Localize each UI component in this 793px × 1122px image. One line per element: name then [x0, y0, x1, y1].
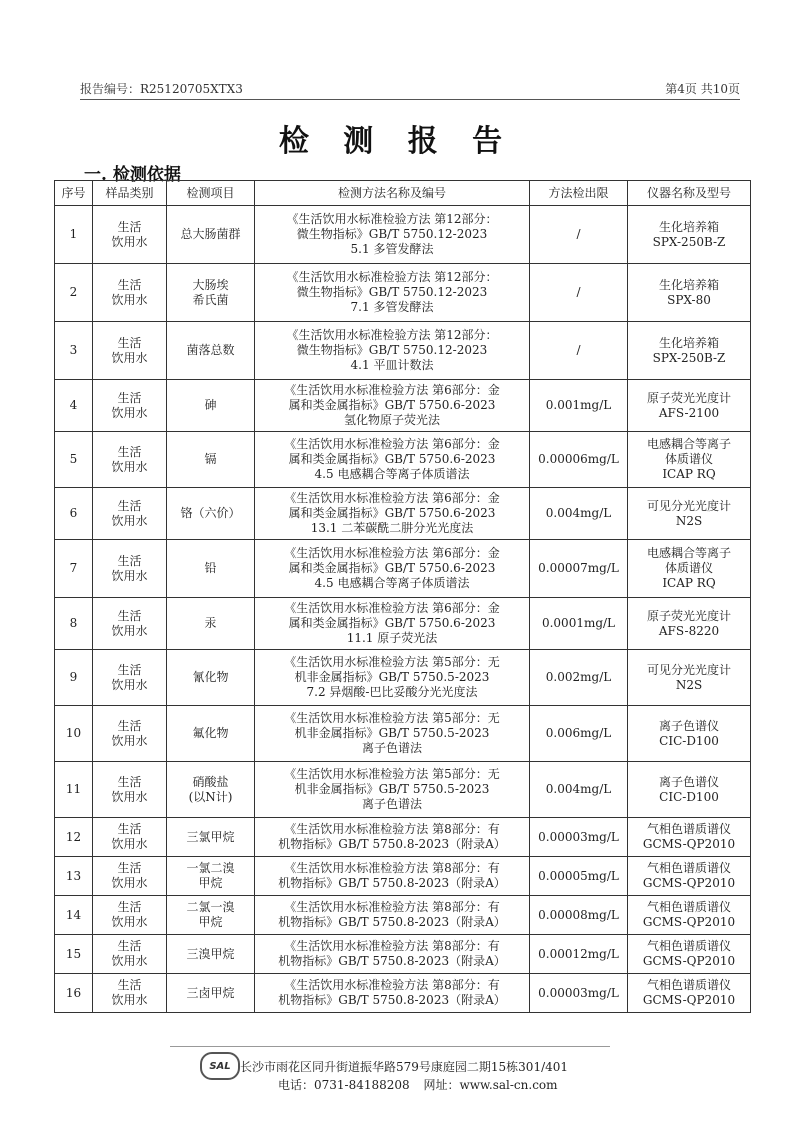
- cell-line: 饮用水: [111, 915, 148, 929]
- cell-line: 饮用水: [111, 954, 148, 968]
- cell-item: [167, 540, 255, 598]
- cell-instrument: [628, 896, 751, 935]
- cell-line: CIC-D100: [659, 789, 719, 804]
- cell-line: 属和类金属指标》GB/T 5750.6-2023: [288, 452, 496, 466]
- table-row: [55, 974, 751, 1013]
- cell-no: 8: [55, 598, 93, 650]
- cell-line: 气相色谱质谱仪: [646, 822, 731, 836]
- footer-divider: [170, 1046, 610, 1047]
- cell-line: 《生活饮用水标准检验方法 第6部分：金: [284, 383, 500, 397]
- cell-line: GCMS-QP2010: [642, 837, 736, 851]
- cell-item: [167, 264, 255, 322]
- document-title: 检 测 报 告: [278, 124, 515, 159]
- cell-line: 饮用水: [111, 513, 148, 528]
- cell-limit: 0.00003mg/L: [530, 974, 628, 1013]
- cell-category: [93, 818, 167, 857]
- cell-line: 7.2 异烟酸-巴比妥酸分光光度法: [306, 685, 478, 699]
- cell-line: 气相色谱质谱仪: [646, 978, 731, 992]
- cell-line: 生化培养箱: [658, 277, 719, 292]
- cell-line: 气相色谱质谱仪: [646, 900, 731, 914]
- table-row: [55, 762, 751, 818]
- cell-line: 生活: [117, 444, 142, 459]
- cell-no: 4: [55, 380, 93, 432]
- cell-limit: /: [530, 206, 628, 264]
- header-divider: [80, 99, 740, 100]
- cell-line: 三卤甲烷: [186, 985, 235, 1000]
- cell-line: 5.1 多管发酵法: [350, 242, 434, 256]
- cell-instrument: [628, 488, 751, 540]
- report-number: 报告编号：R25120705XTX3: [80, 82, 243, 96]
- cell-instrument: [628, 380, 751, 432]
- cell-line: 生活: [117, 608, 142, 623]
- cell-category: [93, 206, 167, 264]
- cell-line: N2S: [675, 513, 703, 528]
- cell-line: 总大肠菌群: [180, 227, 241, 241]
- cell-no: 1: [55, 206, 93, 264]
- cell-line: 微生物指标》GB/T 5750.12-2023: [296, 343, 488, 357]
- cell-line: 一氯二溴: [186, 861, 235, 875]
- cell-no: 12: [55, 818, 93, 857]
- cell-line: ICAP RQ: [662, 576, 716, 590]
- cell-line: 甲烷: [198, 915, 223, 929]
- cell-instrument: [628, 264, 751, 322]
- cell-item: [167, 935, 255, 974]
- cell-line: CIC-D100: [659, 733, 719, 748]
- cell-line: 机物指标》GB/T 5750.8-2023（附录A）: [278, 993, 506, 1007]
- cell-no: 16: [55, 974, 93, 1013]
- cell-instrument: [628, 974, 751, 1013]
- cell-method: [255, 857, 530, 896]
- cell-line: 《生活饮用水标准检验方法 第5部分：无: [284, 767, 500, 781]
- cell-no: 10: [55, 706, 93, 762]
- cell-method: [255, 488, 530, 540]
- cell-instrument: [628, 935, 751, 974]
- table-row: [55, 380, 751, 432]
- cell-limit: 0.002mg/L: [530, 650, 628, 706]
- cell-line: 机物指标》GB/T 5750.8-2023（附录A）: [278, 915, 506, 929]
- cell-line: 《生活饮用水标准检验方法 第8部分：有: [284, 822, 500, 836]
- sal-logo: SAL: [200, 1052, 240, 1080]
- cell-instrument: [628, 650, 751, 706]
- cell-line: 生化培养箱: [658, 335, 719, 350]
- cell-line: 微生物指标》GB/T 5750.12-2023: [296, 285, 488, 299]
- cell-line: 属和类金属指标》GB/T 5750.6-2023: [288, 561, 496, 575]
- cell-line: 生活: [117, 335, 142, 350]
- page-number: 第4页 共10页: [665, 82, 740, 96]
- cell-line: 生活: [117, 822, 142, 836]
- cell-line: 饮用水: [111, 677, 148, 692]
- cell-no: 7: [55, 540, 93, 598]
- cell-line: 《生活饮用水标准检验方法 第8部分：有: [284, 939, 500, 953]
- cell-line: 菌落总数: [186, 343, 235, 357]
- footer-address: 长沙市雨花区同升街道振华路579号康庭园二期15栋301/401: [240, 1060, 569, 1074]
- cell-line: GCMS-QP2010: [642, 876, 736, 890]
- cell-line: 饮用水: [111, 733, 148, 748]
- table-row: [55, 540, 751, 598]
- cell-line: ICAP RQ: [662, 467, 716, 481]
- cell-line: 氰化物: [192, 670, 229, 684]
- cell-line: 微生物指标》GB/T 5750.12-2023: [296, 227, 488, 241]
- cell-line: 离子色谱仪: [658, 718, 719, 733]
- cell-item: [167, 380, 255, 432]
- table-row: [55, 935, 751, 974]
- cell-line: 生活: [117, 939, 142, 953]
- cell-method: [255, 974, 530, 1013]
- cell-item: [167, 322, 255, 380]
- cell-line: 生活: [117, 900, 142, 914]
- cell-line: 饮用水: [111, 568, 148, 583]
- cell-method: [255, 762, 530, 818]
- cell-line: 可见分光光度计: [646, 662, 731, 677]
- cell-method: [255, 650, 530, 706]
- cell-method: [255, 818, 530, 857]
- cell-line: 体质谱仪: [664, 452, 713, 466]
- cell-limit: 0.00012mg/L: [530, 935, 628, 974]
- cell-item: [167, 706, 255, 762]
- cell-category: [93, 380, 167, 432]
- cell-limit: 0.004mg/L: [530, 488, 628, 540]
- cell-line: 4.1 平皿计数法: [350, 358, 434, 372]
- cell-line: 可见分光光度计: [646, 498, 731, 513]
- section-heading: 一. 检测依据: [84, 165, 181, 185]
- cell-limit: 0.0001mg/L: [530, 598, 628, 650]
- cell-no: 5: [55, 432, 93, 488]
- cell-item: [167, 762, 255, 818]
- cell-line: 7.1 多管发酵法: [350, 300, 434, 314]
- cell-instrument: [628, 322, 751, 380]
- cell-limit: 0.00005mg/L: [530, 857, 628, 896]
- cell-line: 属和类金属指标》GB/T 5750.6-2023: [288, 616, 496, 630]
- cell-line: 《生活饮用水标准检验方法 第12部分：: [286, 328, 498, 342]
- cell-line: 《生活饮用水标准检验方法 第5部分：无: [284, 711, 500, 725]
- footer-phone: 电话：0731-84188208: [278, 1078, 410, 1092]
- cell-line: 原子荧光光度计: [646, 390, 731, 405]
- cell-line: 《生活饮用水标准检验方法 第8部分：有: [284, 978, 500, 992]
- table-row: [55, 857, 751, 896]
- cell-line: GCMS-QP2010: [642, 954, 736, 968]
- testing-basis-table: [54, 180, 751, 1013]
- cell-method: [255, 432, 530, 488]
- cell-method: [255, 206, 530, 264]
- cell-category: [93, 650, 167, 706]
- cell-limit: 0.00008mg/L: [530, 896, 628, 935]
- cell-instrument: [628, 818, 751, 857]
- cell-line: 《生活饮用水标准检验方法 第5部分：无: [284, 655, 500, 669]
- cell-item: [167, 488, 255, 540]
- cell-line: 机非金属指标》GB/T 5750.5-2023: [294, 670, 490, 684]
- cell-line: 机物指标》GB/T 5750.8-2023（附录A）: [278, 954, 506, 968]
- table-row: [55, 706, 751, 762]
- cell-no: 3: [55, 322, 93, 380]
- cell-line: 生活: [117, 718, 142, 733]
- cell-limit: 0.00006mg/L: [530, 432, 628, 488]
- table-row: [55, 818, 751, 857]
- cell-line: 饮用水: [111, 350, 148, 365]
- cell-limit: 0.00007mg/L: [530, 540, 628, 598]
- cell-line: 三溴甲烷: [186, 946, 235, 961]
- cell-line: 机物指标》GB/T 5750.8-2023（附录A）: [278, 876, 506, 890]
- cell-limit: 0.004mg/L: [530, 762, 628, 818]
- cell-line: 气相色谱质谱仪: [646, 861, 731, 875]
- column-header-item: 检测项目: [167, 181, 255, 206]
- cell-category: [93, 488, 167, 540]
- cell-limit: /: [530, 264, 628, 322]
- cell-category: [93, 322, 167, 380]
- cell-no: 9: [55, 650, 93, 706]
- cell-line: 三氯甲烷: [186, 829, 235, 844]
- cell-item: [167, 974, 255, 1013]
- cell-line: 体质谱仪: [664, 561, 713, 575]
- cell-line: 大肠埃: [192, 277, 229, 292]
- table-row: [55, 650, 751, 706]
- cell-instrument: [628, 598, 751, 650]
- cell-line: 属和类金属指标》GB/T 5750.6-2023: [288, 398, 496, 412]
- cell-line: 生化培养箱: [658, 219, 719, 234]
- cell-line: 甲烷: [198, 876, 223, 890]
- cell-instrument: [628, 540, 751, 598]
- cell-line: 生活: [117, 498, 142, 513]
- cell-line: 生活: [117, 219, 142, 234]
- table-row: [55, 206, 751, 264]
- cell-line: 镉: [204, 452, 217, 466]
- cell-line: 属和类金属指标》GB/T 5750.6-2023: [288, 506, 496, 520]
- footer-website: 网址：www.sal-cn.com: [423, 1078, 558, 1092]
- cell-line: 生活: [117, 774, 142, 789]
- cell-line: SPX-250B-Z: [652, 350, 726, 365]
- cell-instrument: [628, 206, 751, 264]
- cell-line: GCMS-QP2010: [642, 993, 736, 1007]
- cell-line: 生活: [117, 553, 142, 568]
- cell-item: [167, 432, 255, 488]
- cell-limit: 0.001mg/L: [530, 380, 628, 432]
- table-header-row: [55, 181, 751, 206]
- cell-no: 2: [55, 264, 93, 322]
- table-row: [55, 896, 751, 935]
- cell-method: [255, 264, 530, 322]
- cell-line: 饮用水: [111, 837, 148, 851]
- cell-line: 饮用水: [111, 292, 148, 307]
- cell-category: [93, 762, 167, 818]
- cell-category: [93, 598, 167, 650]
- cell-line: 电感耦合等离子: [646, 546, 731, 560]
- cell-line: 原子荧光光度计: [646, 608, 731, 623]
- cell-line: 《生活饮用水标准检验方法 第6部分：金: [284, 601, 500, 615]
- cell-line: 汞: [204, 616, 217, 630]
- cell-line: 13.1 二苯碳酰二肼分光光度法: [310, 521, 474, 535]
- table-row: [55, 432, 751, 488]
- cell-line: 生活: [117, 978, 142, 992]
- cell-category: [93, 896, 167, 935]
- cell-limit: 0.006mg/L: [530, 706, 628, 762]
- cell-category: [93, 974, 167, 1013]
- cell-method: [255, 706, 530, 762]
- column-header-method: 检测方法名称及编号: [255, 181, 530, 206]
- cell-line: 铬（六价）: [180, 506, 241, 520]
- cell-category: [93, 432, 167, 488]
- cell-item: [167, 818, 255, 857]
- cell-method: [255, 896, 530, 935]
- cell-line: 机物指标》GB/T 5750.8-2023（附录A）: [278, 837, 506, 851]
- cell-method: [255, 935, 530, 974]
- cell-line: 《生活饮用水标准检验方法 第6部分：金: [284, 437, 500, 451]
- footer-contact: [278, 1076, 568, 1093]
- cell-item: [167, 896, 255, 935]
- cell-method: [255, 322, 530, 380]
- cell-item: [167, 206, 255, 264]
- cell-line: 生活: [117, 390, 142, 405]
- cell-line: 硝酸盐: [192, 774, 229, 789]
- cell-method: [255, 380, 530, 432]
- table-row: [55, 598, 751, 650]
- cell-item: [167, 598, 255, 650]
- cell-line: 饮用水: [111, 993, 148, 1007]
- cell-line: 饮用水: [111, 234, 148, 249]
- cell-category: [93, 540, 167, 598]
- cell-line: 希氏菌: [192, 292, 229, 307]
- cell-line: 饮用水: [111, 459, 148, 474]
- cell-category: [93, 264, 167, 322]
- cell-line: 电感耦合等离子: [646, 437, 731, 451]
- cell-line: 气相色谱质谱仪: [646, 939, 731, 953]
- cell-line: 《生活饮用水标准检验方法 第12部分：: [286, 270, 498, 284]
- cell-category: [93, 935, 167, 974]
- cell-line: 离子色谱仪: [658, 774, 719, 789]
- cell-line: 生活: [117, 277, 142, 292]
- column-header-no: 序号: [55, 181, 93, 206]
- cell-line: 机非金属指标》GB/T 5750.5-2023: [294, 726, 490, 740]
- cell-line: 11.1 原子荧光法: [346, 631, 438, 645]
- cell-item: [167, 857, 255, 896]
- table-row: [55, 264, 751, 322]
- cell-line: SPX-250B-Z: [652, 234, 726, 249]
- cell-no: 14: [55, 896, 93, 935]
- cell-no: 6: [55, 488, 93, 540]
- column-header-instrument: 仪器名称及型号: [628, 181, 751, 206]
- cell-category: [93, 857, 167, 896]
- cell-line: N2S: [675, 677, 703, 692]
- cell-line: 生活: [117, 662, 142, 677]
- cell-category: [93, 706, 167, 762]
- cell-line: 铅: [204, 561, 217, 575]
- cell-no: 11: [55, 762, 93, 818]
- cell-item: [167, 650, 255, 706]
- cell-line: 饮用水: [111, 405, 148, 420]
- cell-method: [255, 598, 530, 650]
- cell-line: GCMS-QP2010: [642, 915, 736, 929]
- cell-line: 饮用水: [111, 789, 148, 804]
- cell-instrument: [628, 706, 751, 762]
- cell-line: 《生活饮用水标准检验方法 第8部分：有: [284, 900, 500, 914]
- cell-line: AFS-2100: [658, 405, 720, 420]
- cell-no: 13: [55, 857, 93, 896]
- cell-instrument: [628, 432, 751, 488]
- cell-line: 砷: [204, 398, 217, 412]
- cell-line: 离子色谱法: [361, 741, 422, 755]
- cell-line: 离子色谱法: [361, 797, 422, 811]
- cell-instrument: [628, 762, 751, 818]
- cell-line: 4.5 电感耦合等离子体质谱法: [314, 467, 470, 481]
- table-row: [55, 488, 751, 540]
- cell-line: SPX-80: [667, 292, 711, 307]
- cell-line: 二氯一溴: [186, 900, 235, 914]
- cell-line: (以N计): [188, 789, 233, 804]
- column-header-limit: 方法检出限: [530, 181, 628, 206]
- table-row: [55, 322, 751, 380]
- cell-limit: /: [530, 322, 628, 380]
- cell-no: 15: [55, 935, 93, 974]
- cell-method: [255, 540, 530, 598]
- cell-line: 《生活饮用水标准检验方法 第8部分：有: [284, 861, 500, 875]
- cell-line: 氢化物原子荧光法: [343, 413, 440, 427]
- cell-instrument: [628, 857, 751, 896]
- cell-line: 《生活饮用水标准检验方法 第12部分：: [286, 212, 498, 226]
- cell-line: AFS-8220: [658, 623, 720, 638]
- cell-line: 机非金属指标》GB/T 5750.5-2023: [294, 782, 490, 796]
- cell-line: 饮用水: [111, 623, 148, 638]
- cell-limit: 0.00003mg/L: [530, 818, 628, 857]
- cell-line: 《生活饮用水标准检验方法 第6部分：金: [284, 491, 500, 505]
- cell-line: 《生活饮用水标准检验方法 第6部分：金: [284, 546, 500, 560]
- cell-line: 氟化物: [192, 726, 229, 740]
- column-header-category: 样品类别: [93, 181, 167, 206]
- cell-line: 4.5 电感耦合等离子体质谱法: [314, 576, 470, 590]
- cell-line: 生活: [117, 861, 142, 875]
- cell-line: 饮用水: [111, 876, 148, 890]
